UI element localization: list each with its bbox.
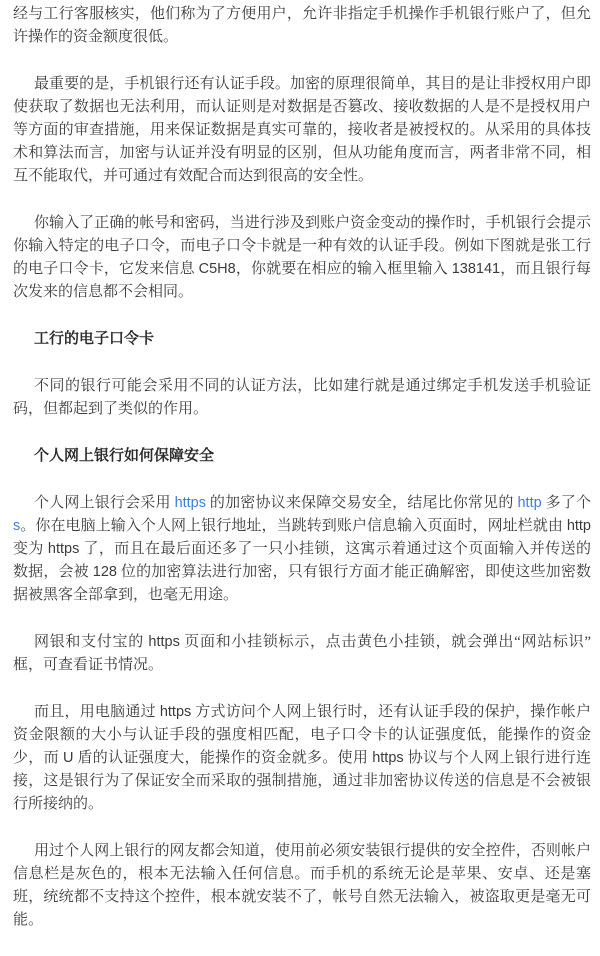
text-segment: 你输入了正确的帐号和密码，当进行涉及到账户资金变动的操作时，手机银行会提示你输入特定的电子口令，而电子口令卡就是一种有效的认证手段。例如下图就是张工行的电子口令卡，它发来信息 xyxy=(13,215,591,277)
text-segment: 用过个人网上银行的网友都会知道，使用前必须安装银行提供的安全控件，否则帐户信息栏是灰色的，根本无法输入任何信息。而手机的系统无论是苹果、安卓、还是塞班，统统都不支持这个控件，根本就安装不了，帐号自然无法输入，被盗取更是毫无可能。 xyxy=(13,843,591,928)
text-segment: 的加密协议来保障交易安全，结尾比你常见的 xyxy=(206,495,518,511)
text-segment: 了，而且在最后面还多了一只小挂锁，这寓示着通过这个页面输入并传送的数据，会被 xyxy=(13,541,591,580)
paragraph xyxy=(13,492,591,607)
text-segment: 个人网上银行会采用 xyxy=(34,495,175,511)
latin-text-segment: https xyxy=(159,704,192,720)
paragraph xyxy=(13,375,591,421)
latin-text-segment: https xyxy=(47,541,80,557)
text-segment: 最重要的是，手机银行还有认证手段。加密的原理很简单，其目的是让非授权用户即使获取了数据也无法利用，而认证则是对数据是否篡改、接收数据的人是不是授权用户等方面的审查措施，用来保证数据是真实可靠的，接收者是被授权的。从采用的具体技术和算法而言，加密与认证并没有明显的区别，但从功能角度而言，两者非常不同，相互不能取代，并可通过有效配合而达到很高的安全性。 xyxy=(13,76,591,184)
inline-link[interactable]: http xyxy=(517,495,542,511)
text-segment: 方式访问个人网上银行时，还有认证手段的保护，操作帐户资金限额的大小与认证手段的强度相匹配，电子口令卡的认证强度低，能操作的资金少，而 xyxy=(13,704,591,766)
section-heading: 个人网上银行如何保障安全 xyxy=(34,448,215,464)
text-segment: 变为 xyxy=(13,541,48,557)
text-segment: 协议与个人网上银行进行连接，这是银行为了保证安全而采取的强制措施，通过非加密协议传送的信息是不会被银行所接纳的。 xyxy=(13,750,591,812)
text-segment: 而且，用电脑通过 xyxy=(34,704,160,720)
inline-link[interactable]: s xyxy=(13,518,21,534)
latin-text-segment: https xyxy=(372,750,404,766)
text-segment: 盾的认证强度大，能操作的资金就多。使用 xyxy=(73,750,373,766)
text-segment: 。你在电脑上输入个人网上银行地址，当跳转到账户信息输入页面时，网址栏就由 xyxy=(20,518,567,534)
paragraph xyxy=(13,631,591,677)
latin-text-segment: 128 xyxy=(92,564,117,580)
paragraph xyxy=(13,701,591,816)
text-segment: 页面和小挂锁标示，点击黄色小挂锁，就会弹出“网站标识”框，可查看证书情况。 xyxy=(13,634,591,673)
text-segment: ，而且银行每次发来的信息都不会相同。 xyxy=(13,261,591,300)
paragraph xyxy=(13,212,591,304)
paragraph xyxy=(13,73,591,188)
paragraph xyxy=(13,3,591,49)
text-segment: 不同的银行可能会采用不同的认证方法，比如建行就是通过绑定手机发送手机验证码，但都起到了类似的作用。 xyxy=(13,378,591,417)
text-segment: 网银和支付宝的 xyxy=(34,634,149,650)
latin-text-segment: http xyxy=(566,518,591,534)
text-segment: 经与工行客服核实，他们称为了方便用户，允许非指定手机操作手机银行账户了，但允许操作的资金额度很低。 xyxy=(13,6,591,45)
latin-text-segment: U xyxy=(62,750,74,766)
section-heading: 工行的电子口令卡 xyxy=(34,331,155,347)
text-segment: ，你就要在相应的输入框里输入 xyxy=(235,261,452,277)
paragraph xyxy=(13,840,591,932)
text-segment: 多了个 xyxy=(541,495,591,511)
inline-link[interactable]: https xyxy=(174,495,206,511)
latin-text-segment: 138141 xyxy=(451,261,501,277)
latin-text-segment: https xyxy=(148,634,180,650)
text-segment: 位的加密算法进行加密，只有银行方面才能正确解密，即使这些加密数据被黑客全部拿到，也毫无用途。 xyxy=(13,564,591,603)
latin-text-segment: C5H8 xyxy=(198,261,236,277)
